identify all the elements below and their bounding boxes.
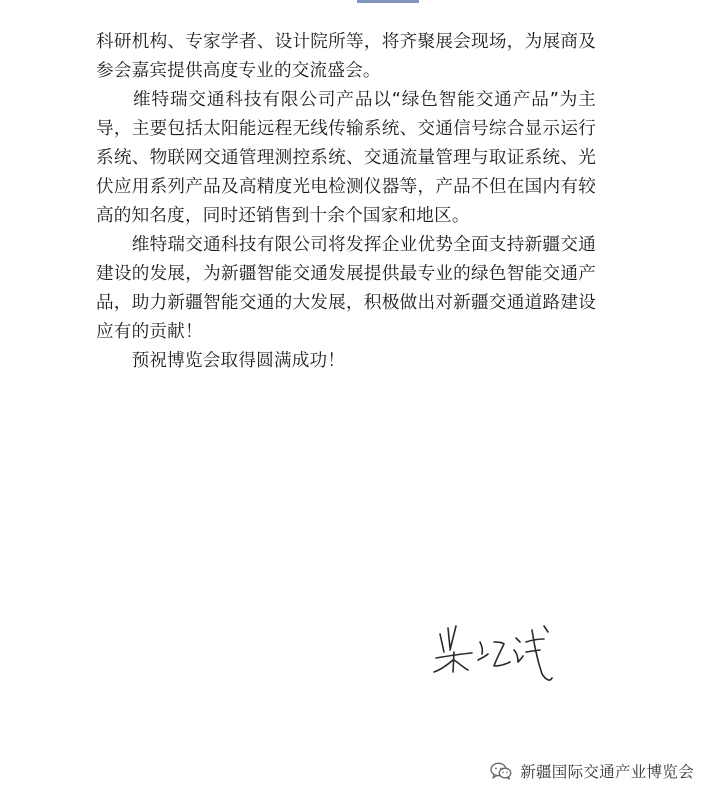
paragraph-intro-continued: 科研机构、专家学者、设计院所等，将齐聚展会现场，为展商及参会嘉宾提供高度专业的交流盛会。 <box>96 32 596 81</box>
paragraph-company-products: 维特瑞交通科技有限公司产品以“绿色智能交通产品”为主导，主要包括太阳能远程无线传输系统、交通信号综合显示运行系统、物联网交通管理测控系统、交通流量管理与取证系统、光伏应用系列产品及高精度光电检测仪器等，产品不但在国内有较高的知名度，同时还销售到十余个国家和地区。 <box>96 90 596 226</box>
signature-icon <box>428 612 558 692</box>
paragraph-closing-wish: 预祝博览会取得圆满成功！ <box>96 351 346 371</box>
top-edge-tab <box>357 0 419 3</box>
letter-body <box>96 28 596 376</box>
paragraph-company-support: 维特瑞交通科技有限公司将发挥企业优势全面支持新疆交通建设的发展，为新疆智能交通发展提供最专业的绿色智能交通产品，助力新疆智能交通的大发展，积极做出对新疆交通道路建设应有的贡献！ <box>96 235 596 342</box>
handwritten-signature <box>428 612 558 692</box>
wechat-icon <box>490 762 512 780</box>
wechat-account-footer <box>490 760 694 782</box>
wechat-account-name: 新疆国际交通产业博览会 <box>520 763 694 781</box>
